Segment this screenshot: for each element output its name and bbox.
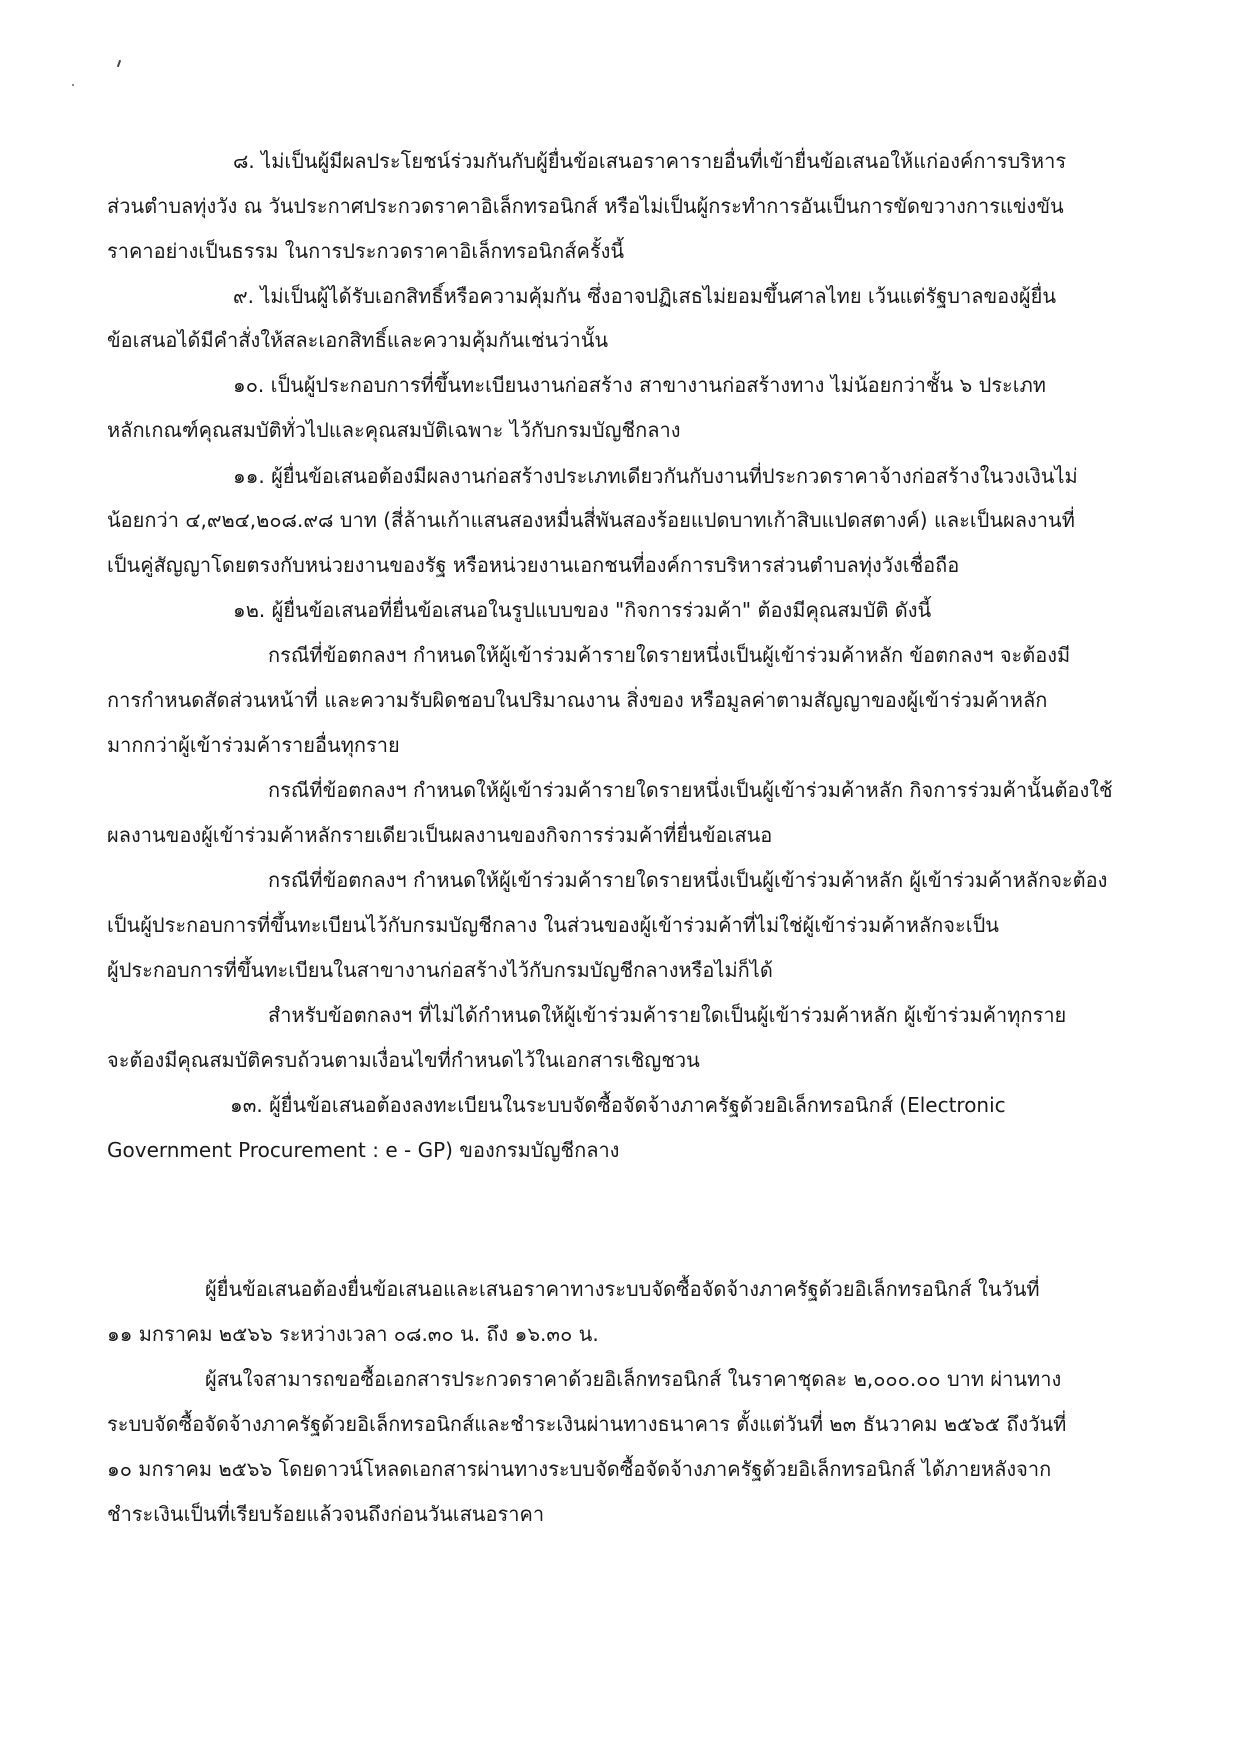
case-3-line-1: กรณีที่ข้อตกลงฯ กำหนดให้ผู้เข้าร่วมค้ารายใดรายหนึ่งเป็นผู้เข้าร่วมค้าหลัก ผู้เข้าร่วมค้าหลักจะต้อง: [268, 868, 1108, 892]
purchase-line-4: ชำระเงินเป็นที่เรียบร้อยแล้วจนถึงก่อนวันเสนอราคา: [107, 1502, 545, 1526]
clause-13-line-1: ๑๓. ผู้ยื่นข้อเสนอต้องลงทะเบียนในระบบจัดซื้อจัดจ้างภาครัฐด้วยอิเล็กทรอนิกส์ (Electronic: [230, 1093, 1006, 1117]
scan-dot: [72, 84, 74, 86]
clause-9-line-2: ข้อเสนอได้มีคำสั่งให้สละเอกสิทธิ์และความคุ้มกันเช่นว่านั้น: [107, 328, 609, 352]
scan-mark: [117, 60, 121, 67]
clause-8-line-3: ราคาอย่างเป็นธรรม ในการประกวดราคาอิเล็กทรอนิกส์ครั้งนี้: [107, 239, 625, 263]
clause-11-line-1: ๑๑. ผู้ยื่นข้อเสนอต้องมีผลงานก่อสร้างประเภทเดียวกันกับงานที่ประกวดราคาจ้างก่อสร้างในวงเงินไม่: [233, 464, 1078, 488]
case-1-line-3: มากกว่าผู้เข้าร่วมค้ารายอื่นทุกราย: [107, 733, 400, 757]
case-1-line-2: การกำหนดสัดส่วนหน้าที่ และความรับผิดชอบในปริมาณงาน สิ่งของ หรือมูลค่าตามสัญญาของผู้เข้าร่วมค้าหลัก: [107, 688, 1048, 712]
case-3-line-3: ผู้ประกอบการที่ขึ้นทะเบียนในสาขางานก่อสร้างไว้กับกรมบัญชีกลางหรือไม่ก็ได้: [107, 958, 773, 982]
clause-10-line-1: ๑๐. เป็นผู้ประกอบการที่ขึ้นทะเบียนงานก่อสร้าง สาขางานก่อสร้างทาง ไม่น้อยกว่าชั้น ๖ ประเภท: [233, 373, 1046, 397]
submission-line-2: ๑๑ มกราคม ๒๕๖๖ ระหว่างเวลา ๐๘.๓๐ น. ถึง ๑๖.๓๐ น.: [107, 1322, 599, 1346]
clause-9-line-1: ๙. ไม่เป็นผู้ได้รับเอกสิทธิ์หรือความคุ้มกัน ซึ่งอาจปฏิเสธไม่ยอมขึ้นศาลไทย เว้นแต่รัฐบาลของผู้ยื่น: [233, 284, 1057, 308]
case-4-line-1: สำหรับข้อตกลงฯ ที่ไม่ได้กำหนดให้ผู้เข้าร่วมค้ารายใดเป็นผู้เข้าร่วมค้าหลัก ผู้เข้าร่วมค้าทุกราย: [268, 1003, 1067, 1027]
case-3-line-2: เป็นผู้ประกอบการที่ขึ้นทะเบียนไว้กับกรมบัญชีกลาง ในส่วนของผู้เข้าร่วมค้าที่ไม่ใช่ผู้เข้าร่วมค้าหลักจะเป็น: [107, 913, 999, 937]
case-4-line-2: จะต้องมีคุณสมบัติครบถ้วนตามเงื่อนไขที่กำหนดไว้ในเอกสารเชิญชวน: [107, 1048, 700, 1072]
case-2-line-1: กรณีที่ข้อตกลงฯ กำหนดให้ผู้เข้าร่วมค้ารายใดรายหนึ่งเป็นผู้เข้าร่วมค้าหลัก กิจการร่วมค้านั้นต้องใช้: [268, 778, 1113, 802]
purchase-line-1: ผู้สนใจสามารถขอซื้อเอกสารประกวดราคาด้วยอิเล็กทรอนิกส์ ในราคาชุดละ ๒,๐๐๐.๐๐ บาท ผ่านทาง: [205, 1367, 1062, 1391]
clause-8-line-2: ส่วนตำบลทุ่งวัง ณ วันประกาศประกวดราคาอิเล็กทรอนิกส์ หรือไม่เป็นผู้กระทำการอันเป็นการขัดขวางการแข่งขัน: [107, 194, 1064, 218]
clause-12-line-1: ๑๒. ผู้ยื่นข้อเสนอที่ยื่นข้อเสนอในรูปแบบของ "กิจการร่วมค้า" ต้องมีคุณสมบัติ ดังนี้: [233, 598, 932, 622]
case-1-line-1: กรณีที่ข้อตกลงฯ กำหนดให้ผู้เข้าร่วมค้ารายใดรายหนึ่งเป็นผู้เข้าร่วมค้าหลัก ข้อตกลงฯ จะต้องมี: [268, 643, 1071, 667]
clause-13-line-2: Government Procurement : e - GP) ของกรมบัญชีกลาง: [107, 1138, 620, 1162]
purchase-line-3: ๑๐ มกราคม ๒๕๖๖ โดยดาวน์โหลดเอกสารผ่านทางระบบจัดซื้อจัดจ้างภาครัฐด้วยอิเล็กทรอนิกส์ ได้ภายหลังจาก: [107, 1457, 1052, 1481]
clause-10-line-2: หลักเกณฑ์คุณสมบัติทั่วไปและคุณสมบัติเฉพาะ ไว้กับกรมบัญชีกลาง: [107, 418, 681, 442]
submission-line-1: ผู้ยื่นข้อเสนอต้องยื่นข้อเสนอและเสนอราคาทางระบบจัดซื้อจัดจ้างภาครัฐด้วยอิเล็กทรอนิกส์ ในวันที่: [205, 1277, 1040, 1301]
clause-11-line-2: น้อยกว่า ๔,๙๒๔,๒๐๘.๙๘ บาท (สี่ล้านเก้าแสนสองหมื่นสี่พันสองร้อยแปดบาทเก้าสิบแปดสตางค์) และเป็นผลงานที่: [107, 508, 1075, 532]
clause-11-line-3: เป็นคู่สัญญาโดยตรงกับหน่วยงานของรัฐ หรือหน่วยงานเอกชนที่องค์การบริหารส่วนตำบลทุ่งวังเชื่อถือ: [107, 553, 960, 577]
clause-8-line-1: ๘. ไม่เป็นผู้มีผลประโยชน์ร่วมกันกับผู้ยื่นข้อเสนอราคารายอื่นที่เข้ายื่นข้อเสนอให้แก่องค์การบริหาร: [233, 149, 1067, 173]
case-2-line-2: ผลงานของผู้เข้าร่วมค้าหลักรายเดียวเป็นผลงานของกิจการร่วมค้าที่ยื่นข้อเสนอ: [107, 823, 773, 847]
purchase-line-2: ระบบจัดซื้อจัดจ้างภาครัฐด้วยอิเล็กทรอนิกส์และชำระเงินผ่านทางธนาคาร ตั้งแต่วันที่ ๒๓ ธันวาคม ๒๕๖๕ ถึงวันที่: [107, 1412, 1067, 1436]
